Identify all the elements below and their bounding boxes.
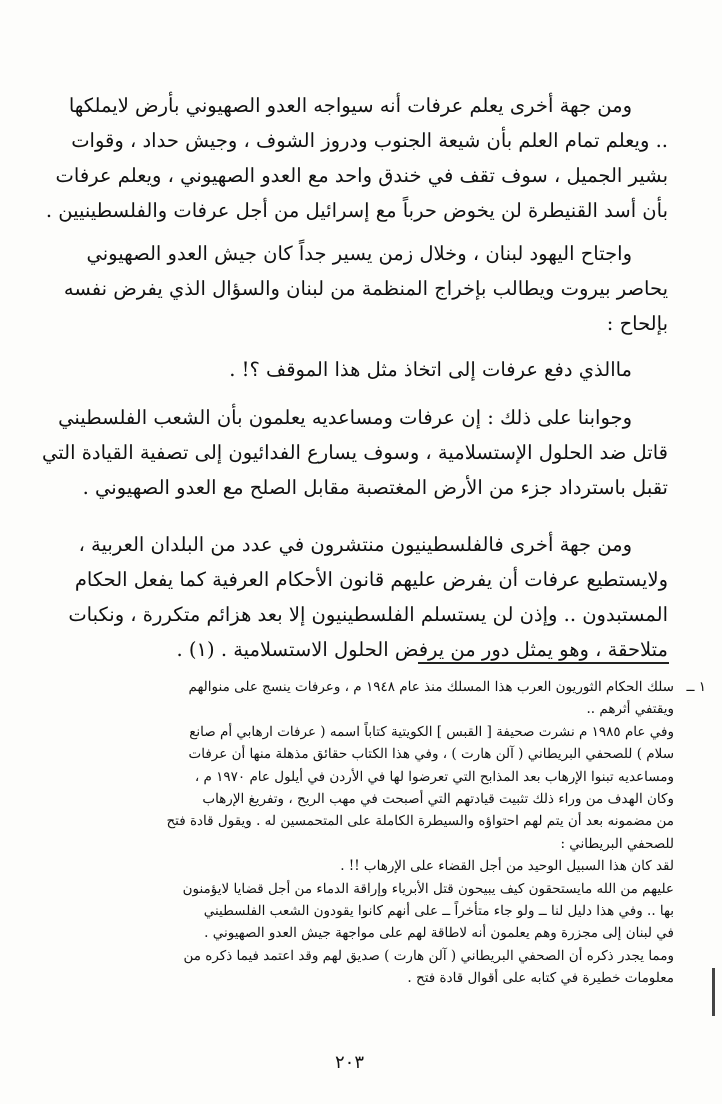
text-line: .. ويعلم تمام العلم بأن شيعة الجنوب ودروز الشوف ، وجيش حداد ، وقوات [71,129,668,152]
footnote-line: لقد كان هذا السبيل الوحيد من أجل القضاء على الإرهاب !! . [340,858,674,875]
footnote-line: للصحفي البريطاني : [560,835,674,852]
text-line: قاتل ضد الحلول الإستسلامية ، وسوف يسارع الفدائيون إلى تصفية القيادة التي [42,441,668,464]
footnote-line: معلومات خطيرة في كتابه على أقوال قادة فتح . [407,970,674,987]
text-line: متلاحقة ، وهو يمثل دور من يرفض الحلول الاستسلامية . (١) . [176,638,668,661]
footnote-line: ومما يجدر ذكره أن الصحفي البريطاني ( آلن هارت ) صديق لهم وقد اعتمد فيما ذكره من [183,947,674,964]
text-line: بأن أسد القنيطرة لن يخوض حرباً مع إسرائيل من أجل عرفات والفلسطينيين . [45,199,668,222]
footnote-line: من مضمونه بعد أن يتم لهم احتواؤه والسيطرة الكاملة على المتحمسين له . ويقول قادة فتح [166,813,674,830]
footnote-number: ١ ــ [686,679,706,695]
paragraph-1 [45,88,668,228]
footnote-line: في لبنان إلى مجزرة وهم يعلمون أنه لاطاقة لهم على مواجهة جيش العدو الصهيوني . [204,925,674,942]
text-line: ومن جهة أخرى يعلم عرفات أنه سيواجه العدو الصهيوني بأرض لايملكها [68,94,632,117]
text-line: ومن جهة أخرى فالفلسطينيون منتشرون في عدد من البلدان العربية ، [78,533,632,556]
text-line: ماالذي دفع عرفات إلى اتخاذ مثل هذا الموقف ؟! . [229,358,632,381]
paragraph-2 [63,236,668,341]
text-line: بإلحاح : [606,312,668,335]
footnote-line: ومساعديه تبنوا الإرهاب بعد المذابح التي تعرضوا لها في الأردن في أيلول عام ١٩٧٠ م ، [194,768,674,785]
footnote-divider [418,662,669,664]
footnote-line: سلام ) للصحفي البريطاني ( آلن هارت ) ، وفي هذا الكتاب حقائق مذهلة منها أن عرفات [188,746,674,763]
scan-edge-mark [712,968,715,1016]
footnote-line: وكان الهدف من وراء ذلك تثبيت قيادتهم التي أصبحت في مهب الريح ، وتفريغ الإرهاب [202,791,674,808]
footnote-line: سلك الحكام الثوريون العرب هذا المسلك منذ عام ١٩٤٨ م ، وعرفات ينسج على منوالهم [188,679,674,695]
paragraph-3 [108,352,668,387]
footnote [108,676,706,990]
paragraph-5 [68,527,668,667]
paragraph-4 [42,400,668,505]
text-line: ولايستطيع عرفات أن يفرض عليهم قانون الأحكام العرفية كما يفعل الحكام [74,568,668,591]
footnote-line: ويقتفي أثرهم .. [586,701,674,718]
text-line: بشير الجميل ، سوف تقف في خندق واحد مع العدو الصهيوني ، ويعلم عرفات [55,164,668,187]
text-line: واجتاح اليهود لبنان ، وخلال زمن يسير جداً كان جيش العدو الصهيوني [86,242,632,265]
text-line: وجوابنا على ذلك : إن عرفات ومساعديه يعلمون بأن الشعب الفلسطيني [58,406,632,429]
footnote-line: بها .. وفي هذا دليل لنا ــ ولو جاء متأخراً ــ على أنهم كانوا يقودون الشعب الفلسطيني [203,903,674,920]
text-line: تقبل باسترداد جزء من الأرض المغتصبة مقابل الصلح مع العدو الصهيوني . [82,476,668,499]
footnote-line: عليهم من الله مايستحقون كيف يبيحون قتل الأبرياء وإراقة الدماء من أجل قضايا لايؤمنون [182,880,674,897]
text-line: يحاصر بيروت ويطالب بإخراج المنظمة من لبنان والسؤال الذي يفرض نفسه [63,277,668,300]
text-line: المستبدون .. وإذن لن يستسلم الفلسطينيون إلا بعد هزائم متكررة ، ونكبات [68,603,668,626]
footnote-line: وفي عام ١٩٨٥ م نشرت صحيفة [ القبس ] الكويتية كتاباً اسمه ( عرفات ارهابي أم صانع [189,723,674,740]
page-number: ٢٠٣ [335,1052,365,1073]
